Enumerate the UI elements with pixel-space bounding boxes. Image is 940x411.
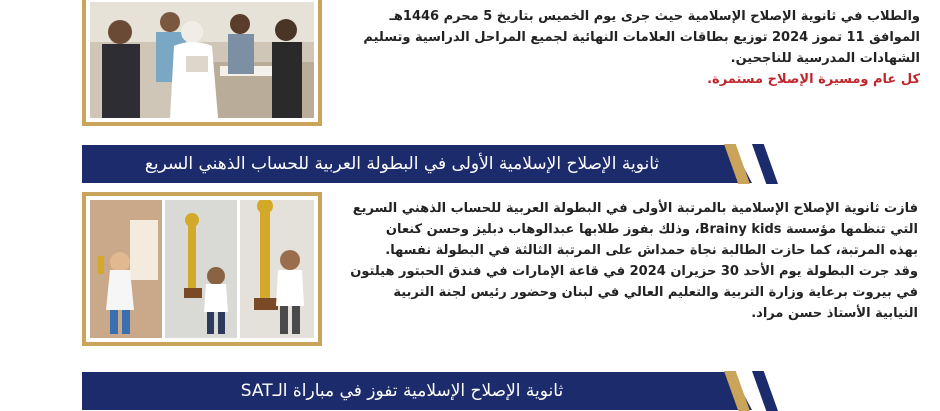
section2-text: [328, 198, 918, 324]
section2-title: ثانوية الإصلاح الإسلامية الأولى في البطولة العربية للحساب الذهني السريع: [144, 154, 660, 174]
graduation-photo: [90, 2, 314, 118]
section2-photo: [82, 192, 322, 346]
banner-chevron-icon: [752, 144, 778, 184]
article1-photo: [82, 0, 322, 126]
section2-line: التي تنظمها مؤسسة Brainy kids، وذلك بفوز طلابها عبدالوهاب دبليز وحسن كنعان: [385, 222, 918, 237]
banner-chevron-icon: [752, 371, 778, 411]
section2-line: في بيروت برعاية وزارة التربية والتعليم العالي في لبنان وحضور رئيس لجنة التربية: [393, 285, 918, 300]
section2-line: بهذه المرتبة، كما حازت الطالبة نجاة حمداش على المرتبة الثالثة في البطولة نفسها.: [385, 243, 918, 258]
article1-line: والطلاب في ثانوية الإصلاح الإسلامية حيث جرى يوم الخميس بتاريخ 5 محرم 1446هـ: [389, 9, 920, 24]
article1-line: الموافق 11 تموز 2024 توزيع بطاقات العلامات النهائية لجميع المراحل الدراسية وتسليم: [363, 30, 920, 45]
section2-line: وقد جرت البطولة يوم الأحد 30 حزيران 2024 في قاعة الإمارات في فندق الحبتور هيلتون: [350, 264, 918, 279]
section2-line: النيابية الأستاذ حسن مراد.: [751, 306, 918, 321]
section2-line: فازت ثانوية الإصلاح الإسلامية بالمرتبة الأولى في البطولة العربية للحساب الذهني السريع: [352, 201, 918, 216]
section3-title: ثانوية الإصلاح الإسلامية تفوز في مباراة الـSAT: [240, 381, 564, 401]
article1-line: الشهادات المدرسية للناجحين.: [730, 51, 920, 66]
article1-closing: كل عام ومسيرة الإصلاح مستمرة.: [707, 72, 920, 87]
article1-text: [320, 6, 920, 90]
trophy-winners-collage: [90, 200, 314, 338]
